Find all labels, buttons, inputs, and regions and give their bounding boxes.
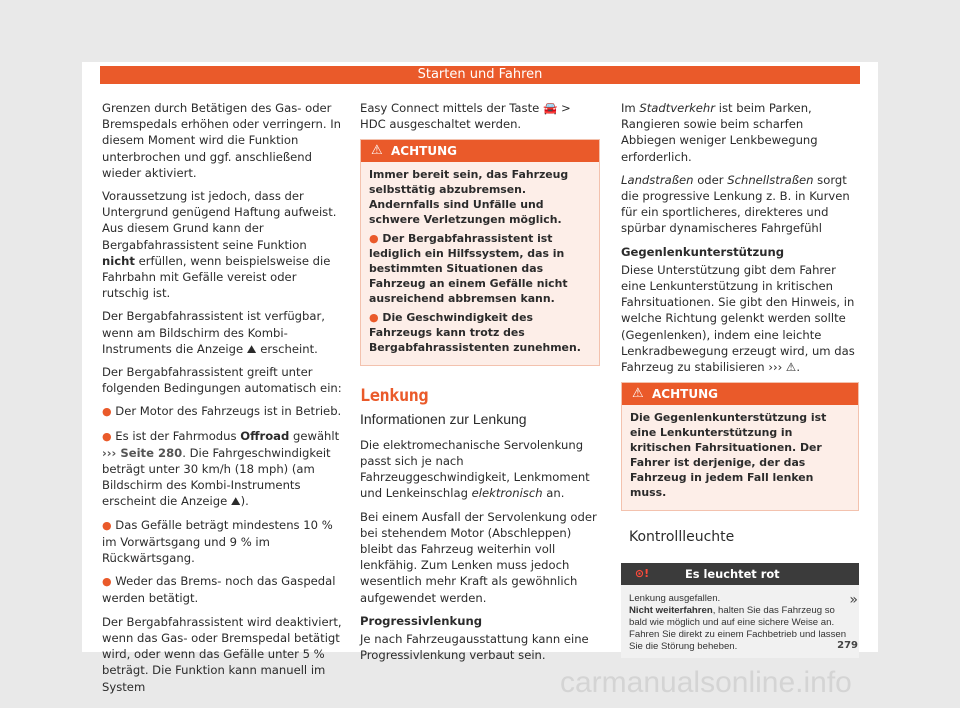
paragraph: Je nach Fahrzeugausstattung kann eine Progressivlenkung verbaut sein.: [360, 632, 589, 663]
list-item: ● Der Motor des Fahrzeugs ist in Betrieb.: [102, 404, 342, 419]
paragraph: Grenzen durch Betätigen des Gas- oder Bremspedals erhöhen oder verringern. In diesem Moment wird die Funktion unterbrochen und ggf. anschließend wieder aktiviert.: [102, 101, 341, 180]
paragraph: Easy Connect mittels der Taste 🚘 > HDC ausgeschaltet werden.: [360, 101, 571, 132]
warning-triangle-icon: ⚠: [632, 386, 644, 402]
label-progressivlenkung: Progressivlenkung: [360, 613, 483, 628]
paragraph: Bei einem Ausfall der Servolenkung oder bei stehendem Motor (Abschleppen) bleibt das Fahrzeug weiterhin voll lenkfähig. Zum Lenken muss jedoch wesentlich mehr Kraft als gewöhnlich aufgewendet werden.: [360, 509, 597, 605]
indicator-box: [621, 563, 859, 658]
continue-arrow-icon: »: [849, 592, 858, 608]
column-2: [360, 100, 600, 670]
paragraph: Die elektromechanische Servolenkung passt sich je nach Fahrzeuggeschwindigkeit, Lenkmoment und Lenkeinschlag elektronisch an.: [360, 437, 590, 501]
list-item: ● Es ist der Fahrmodus Offroad gewählt ››› Seite 280. Die Fahrgeschwindigkeit beträgt unter 30 km/h (18 mph) (am Bildschirm des Kombi-Instruments erscheint die Anzeige ⛰).: [102, 428, 340, 509]
steering-warning-icon: ⊙!: [634, 567, 650, 581]
column-3: [621, 100, 859, 658]
section-title: Lenkung: [360, 386, 429, 407]
indicator-header: ⊙! Es leuchtet rot: [621, 563, 859, 585]
column-1: [102, 100, 342, 702]
subsection-title: Informationen zur Lenkung: [360, 410, 527, 427]
section-header: Starten und Fahren: [100, 66, 860, 84]
list-item: ● Das Gefälle beträgt mindestens 10 % im Vorwärtsgang und 9 % im Rückwärtsgang.: [102, 517, 333, 566]
paragraph: Im Stadtverkehr ist beim Parken, Rangieren sowie beim scharfen Abbiegen weniger Lenkbewegung erforderlich.: [621, 101, 818, 164]
warning-header: ⚠ ACHTUNG: [361, 140, 599, 162]
page-number: 279: [837, 640, 858, 651]
watermark: carmanualsonline.info: [560, 666, 852, 699]
subsection-title: Kontrollleuchte: [629, 529, 735, 546]
warning-body: Die Gegenlenkunterstützung ist eine Lenkunterstützung in kritischen Fahrsituationen. Der Fahrer ist derjenige, der das Fahrzeug in jedem Fall lenken muss.: [630, 411, 827, 500]
paragraph: Diese Unterstützung gibt dem Fahrer eine Lenkunterstützung in kritischen Fahrsituationen. Sie gibt den Hinweis, in welche Richtung gelenkt werden sollte (Gegenlenken), indem eine leichte Lenkradbewegung erzeugt wird, um das Fahrzeug zu stabilisieren ››› ⚠.: [621, 262, 855, 375]
label-gegenlenk: Gegenlenkunterstützung: [621, 244, 785, 259]
warning-body: Immer bereit sein, das Fahrzeug selbsttätig abzubremsen. Andernfalls sind Unfälle und schwere Verletzungen möglich. ● Der Bergabfahrassistent ist lediglich ein Hilfssystem, das in bestimmten Situationen das Fahrzeug an einem Gefälle nicht ausreichend abbremsen kann. ● Die Geschwindigkeit des Fahrzeugs kann trotz des Bergabfahrassistenten zunehmen.: [369, 168, 581, 355]
paragraph: Voraussetzung ist jedoch, dass der Untergrund genügend Haftung aufweist. Aus diesem Grund kann der Bergabfahrassistent seine Funktion nicht erfüllen, wenn beispielsweise die Fahrbahn mit Gefälle vereist oder rutschig ist.: [102, 189, 337, 301]
paragraph: Der Bergabfahrassistent greift unter folgenden Bedingungen automatisch ein:: [102, 365, 342, 396]
warning-box: [621, 382, 859, 511]
warning-header: ⚠ ACHTUNG: [622, 383, 858, 405]
paragraph: Landstraßen oder Schnellstraßen sorgt die progressive Lenkung z. B. in Kurven für ein sportlicheres, direkteres und spürbar dynamischeres Fahrgefühl: [621, 172, 850, 236]
paragraph: Der Bergabfahrassistent wird deaktiviert, wenn das Gas- oder Bremspedal betätigt wird, oder wenn das Gefälle unter 5 % beträgt. Die Funktion kann manuell im System: [102, 614, 342, 694]
list-item: ● Weder das Brems- noch das Gaspedal werden betätigt.: [102, 574, 336, 606]
paragraph: Der Bergabfahrassistent ist verfügbar, wenn am Bildschirm des Kombi-Instruments die Anzeige ⛰ erscheint.: [102, 309, 325, 356]
indicator-body: Lenkung ausgefallen. Nicht weiterfahren, halten Sie das Fahrzeug so bald wie möglich und auf eine sichere Weise an. Fahren Sie direkt zu einem Fachbetrieb und lassen Sie die Störung beheben.: [629, 593, 847, 652]
page-reference-link[interactable]: ››› Seite 280: [102, 445, 183, 460]
warning-triangle-icon: ⚠: [371, 143, 383, 159]
warning-box: [360, 139, 600, 366]
